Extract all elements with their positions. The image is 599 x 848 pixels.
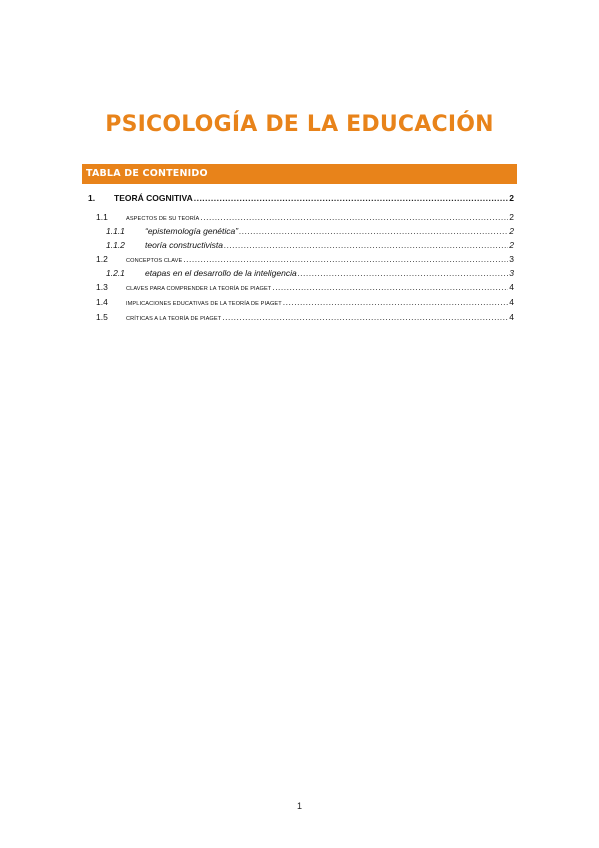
toc-entry-1-4[interactable] xyxy=(96,296,514,308)
toc-entry-page: 2 xyxy=(509,193,514,203)
toc-entry-number: 1. xyxy=(88,193,96,203)
toc-entry-number: 1.1.1 xyxy=(106,226,125,236)
toc-entry-page: 4 xyxy=(509,297,514,307)
toc-entry-1-1[interactable] xyxy=(96,211,514,223)
toc-entry-page: 2 xyxy=(509,226,514,236)
toc-entry-label: etapas en el desarrollo de la inteligencia xyxy=(145,268,297,278)
toc-dot-leader xyxy=(183,253,508,265)
toc-entry-label: ASPECTOS DE SU TEORÍA xyxy=(126,216,200,222)
toc-entry-page: 2 xyxy=(509,240,514,250)
toc-dot-leader xyxy=(222,311,508,323)
toc-entry-number: 1.3 xyxy=(96,282,108,292)
document-title: PSICOLOGÍA DE LA EDUCACIÓN xyxy=(105,112,494,137)
toc-entry-page: 3 xyxy=(509,268,514,278)
toc-entry-label: TEORÁ COGNITIVA xyxy=(114,193,193,203)
toc-dot-leader xyxy=(239,225,508,237)
toc-entry-page: 3 xyxy=(509,254,514,264)
toc-entry-label: IMPLICACIONES EDUCATIVAS DE LA TEORÍA DE PIAGET xyxy=(126,301,282,307)
toc-entry-number: 1.2.1 xyxy=(106,268,125,278)
toc-dot-leader xyxy=(283,296,508,308)
toc-entry-label: “epistemología genética” xyxy=(145,226,239,236)
toc-dot-leader xyxy=(298,267,509,279)
toc-entry-label: CONCEPTOS CLAVE xyxy=(126,258,183,264)
toc-dot-leader xyxy=(224,239,508,251)
toc-header: TABLA DE CONTENIDO xyxy=(82,164,517,183)
toc-dot-leader xyxy=(272,281,508,293)
toc-entry-1-3[interactable] xyxy=(96,281,514,293)
toc-entry-page: 4 xyxy=(509,312,514,322)
toc-entry-number: 1.5 xyxy=(96,312,108,322)
toc-entry-number: 1.1.2 xyxy=(106,240,125,250)
toc-entry-1-5[interactable] xyxy=(96,311,514,323)
toc-entry-label: CLAVES PARA COMPRENDER LA TEORÍA DE PIAGET xyxy=(126,286,272,292)
toc-entry-number: 1.2 xyxy=(96,254,108,264)
toc-entry-1[interactable] xyxy=(88,192,514,204)
toc-entry-1-2[interactable] xyxy=(96,253,514,265)
page-number: 1 xyxy=(296,801,302,811)
toc-entry-1-2-1[interactable] xyxy=(106,267,514,279)
toc-entry-page: 4 xyxy=(509,282,514,292)
toc-entry-number: 1.1 xyxy=(96,212,108,222)
toc-entry-1-1-2[interactable] xyxy=(106,239,514,251)
toc-dot-leader xyxy=(200,211,508,223)
toc-entry-label: CRÍTICAS A LA TEORÍA DE PIAGET xyxy=(126,316,222,322)
toc-entry-1-1-1[interactable] xyxy=(106,225,514,237)
toc-entry-page: 2 xyxy=(509,212,514,222)
toc-dot-leader xyxy=(194,192,509,204)
toc-entry-number: 1.4 xyxy=(96,297,108,307)
toc-header-rule xyxy=(82,183,517,184)
toc-entry-label: teoría constructivista xyxy=(145,240,223,250)
